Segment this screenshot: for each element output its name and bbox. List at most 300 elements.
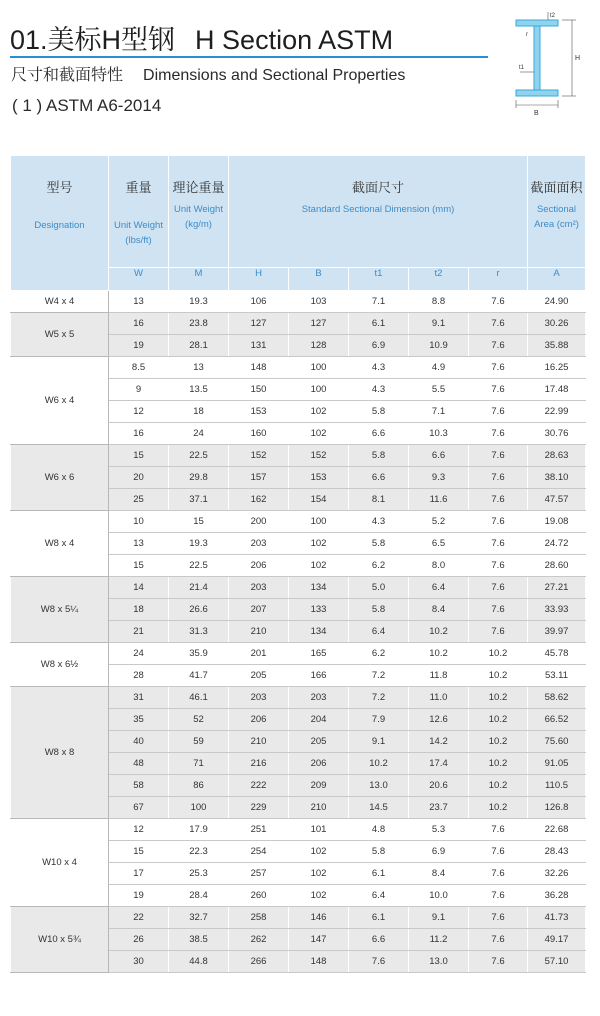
- value-cell: 53.11: [528, 665, 586, 687]
- designation-cell: W6 x 6: [11, 445, 109, 511]
- value-cell: 216: [229, 753, 289, 775]
- value-cell: 203: [229, 687, 289, 709]
- value-cell: 35.88: [528, 335, 586, 357]
- value-cell: 8.0: [409, 555, 469, 577]
- value-cell: 126.8: [528, 797, 586, 819]
- value-cell: 8.4: [409, 599, 469, 621]
- value-cell: 32.26: [528, 863, 586, 885]
- value-cell: 7.6: [469, 467, 528, 489]
- value-cell: 24.72: [528, 533, 586, 555]
- value-cell: 5.8: [349, 401, 409, 423]
- value-cell: 5.0: [349, 577, 409, 599]
- value-cell: 6.6: [349, 423, 409, 445]
- value-cell: 131: [229, 335, 289, 357]
- designation-cell: W5 x 5: [11, 313, 109, 357]
- value-cell: 102: [289, 885, 349, 907]
- value-cell: 10: [109, 511, 169, 533]
- value-cell: 9.1: [349, 731, 409, 753]
- value-cell: 22.68: [528, 819, 586, 841]
- value-cell: 205: [229, 665, 289, 687]
- value-cell: 10.2: [469, 753, 528, 775]
- value-cell: 8.4: [409, 863, 469, 885]
- value-cell: 200: [229, 511, 289, 533]
- value-cell: 52: [169, 709, 229, 731]
- value-cell: 7.6: [469, 445, 528, 467]
- value-cell: 22.5: [169, 445, 229, 467]
- value-cell: 6.1: [349, 313, 409, 335]
- value-cell: 9.3: [409, 467, 469, 489]
- value-cell: 8.1: [349, 489, 409, 511]
- value-cell: 5.8: [349, 445, 409, 467]
- value-cell: 67: [109, 797, 169, 819]
- value-cell: 7.6: [469, 885, 528, 907]
- table-row: [11, 577, 586, 599]
- page-title: [10, 18, 393, 57]
- col-unit-weight-header: [109, 156, 169, 268]
- value-cell: 6.6: [409, 445, 469, 467]
- value-cell: 28.1: [169, 335, 229, 357]
- value-cell: 11.6: [409, 489, 469, 511]
- value-cell: 7.6: [469, 863, 528, 885]
- value-cell: 7.6: [469, 335, 528, 357]
- symbol-cell: r: [469, 268, 528, 291]
- table-row: [11, 445, 586, 467]
- value-cell: 6.1: [349, 907, 409, 929]
- value-cell: 201: [229, 643, 289, 665]
- value-cell: 10.2: [469, 709, 528, 731]
- symbol-cell: t1: [349, 268, 409, 291]
- value-cell: 10.9: [409, 335, 469, 357]
- value-cell: 7.6: [349, 951, 409, 973]
- value-cell: 102: [289, 533, 349, 555]
- value-cell: 10.2: [469, 643, 528, 665]
- value-cell: 27.21: [528, 577, 586, 599]
- value-cell: 148: [229, 357, 289, 379]
- value-cell: 6.4: [349, 885, 409, 907]
- value-cell: 5.8: [349, 599, 409, 621]
- value-cell: 5.8: [349, 841, 409, 863]
- value-cell: 44.8: [169, 951, 229, 973]
- designation-cell: W8 x 4: [11, 511, 109, 577]
- value-cell: 7.6: [469, 841, 528, 863]
- value-cell: 21.4: [169, 577, 229, 599]
- value-cell: 7.6: [469, 621, 528, 643]
- value-cell: 18: [169, 401, 229, 423]
- area-en: Sectional Area (cm²): [534, 204, 579, 230]
- value-cell: 10.2: [469, 687, 528, 709]
- value-cell: 28: [109, 665, 169, 687]
- value-cell: 102: [289, 841, 349, 863]
- value-cell: 7.2: [349, 665, 409, 687]
- value-cell: 57.10: [528, 951, 586, 973]
- value-cell: 7.6: [469, 599, 528, 621]
- value-cell: 206: [229, 555, 289, 577]
- value-cell: 6.4: [349, 621, 409, 643]
- value-cell: 6.6: [349, 467, 409, 489]
- value-cell: 150: [229, 379, 289, 401]
- value-cell: 7.1: [409, 401, 469, 423]
- header-row: [11, 156, 586, 268]
- area-zh: 截面面积: [530, 180, 583, 195]
- value-cell: 26.6: [169, 599, 229, 621]
- value-cell: 17.9: [169, 819, 229, 841]
- designation-cell: W4 x 4: [11, 291, 109, 313]
- value-cell: 102: [289, 863, 349, 885]
- value-cell: 8.5: [109, 357, 169, 379]
- value-cell: 148: [289, 951, 349, 973]
- value-cell: 35: [109, 709, 169, 731]
- designation-cell: W8 x 8: [11, 687, 109, 819]
- symbol-cell: A: [528, 268, 586, 291]
- value-cell: 15: [169, 511, 229, 533]
- value-cell: 5.3: [409, 819, 469, 841]
- value-cell: 6.5: [409, 533, 469, 555]
- value-cell: 153: [289, 467, 349, 489]
- value-cell: 47.57: [528, 489, 586, 511]
- value-cell: 66.52: [528, 709, 586, 731]
- theory-weight-en: Unit Weight (kg/m): [174, 204, 223, 230]
- value-cell: 31.3: [169, 621, 229, 643]
- value-cell: 12: [109, 401, 169, 423]
- value-cell: 24: [169, 423, 229, 445]
- value-cell: 13.0: [409, 951, 469, 973]
- designation-cell: W6 x 4: [11, 357, 109, 445]
- table-row: [11, 357, 586, 379]
- value-cell: 20: [109, 467, 169, 489]
- value-cell: 41.7: [169, 665, 229, 687]
- value-cell: 4.8: [349, 819, 409, 841]
- value-cell: 257: [229, 863, 289, 885]
- value-cell: 101: [289, 819, 349, 841]
- value-cell: 14.2: [409, 731, 469, 753]
- value-cell: 28.43: [528, 841, 586, 863]
- diagram-label-b: B: [534, 110, 539, 117]
- table-row: [11, 313, 586, 335]
- dimension-en: Standard Sectional Dimension (mm): [301, 204, 455, 215]
- value-cell: 39.97: [528, 621, 586, 643]
- value-cell: 147: [289, 929, 349, 951]
- value-cell: 4.9: [409, 357, 469, 379]
- value-cell: 152: [229, 445, 289, 467]
- value-cell: 11.0: [409, 687, 469, 709]
- diagram-label-h: H: [575, 55, 581, 62]
- value-cell: 133: [289, 599, 349, 621]
- value-cell: 13.0: [349, 775, 409, 797]
- value-cell: 9: [109, 379, 169, 401]
- title-zh: 01.美标H型钢: [10, 25, 176, 55]
- designation-zh: 型号: [46, 180, 73, 195]
- title-divider: [10, 56, 488, 58]
- value-cell: 58.62: [528, 687, 586, 709]
- value-cell: 22: [109, 907, 169, 929]
- value-cell: 110.5: [528, 775, 586, 797]
- value-cell: 157: [229, 467, 289, 489]
- symbol-cell: M: [169, 268, 229, 291]
- value-cell: 128: [289, 335, 349, 357]
- value-cell: 206: [229, 709, 289, 731]
- value-cell: 152: [289, 445, 349, 467]
- value-cell: 15: [109, 445, 169, 467]
- table-row: [11, 819, 586, 841]
- value-cell: 23.8: [169, 313, 229, 335]
- value-cell: 9.1: [409, 313, 469, 335]
- value-cell: 10.0: [409, 885, 469, 907]
- value-cell: 17.48: [528, 379, 586, 401]
- value-cell: 28.63: [528, 445, 586, 467]
- value-cell: 134: [289, 621, 349, 643]
- value-cell: 154: [289, 489, 349, 511]
- value-cell: 6.4: [409, 577, 469, 599]
- value-cell: 5.8: [349, 533, 409, 555]
- value-cell: 166: [289, 665, 349, 687]
- value-cell: 7.6: [469, 533, 528, 555]
- value-cell: 14.5: [349, 797, 409, 819]
- value-cell: 8.8: [409, 291, 469, 313]
- value-cell: 40: [109, 731, 169, 753]
- value-cell: 16: [109, 423, 169, 445]
- value-cell: 7.6: [469, 951, 528, 973]
- value-cell: 17: [109, 863, 169, 885]
- value-cell: 19.08: [528, 511, 586, 533]
- value-cell: 22.3: [169, 841, 229, 863]
- value-cell: 10.2: [469, 665, 528, 687]
- designation-cell: W8 x 6½: [11, 643, 109, 687]
- value-cell: 206: [289, 753, 349, 775]
- h-section-diagram: [506, 8, 592, 120]
- value-cell: 46.1: [169, 687, 229, 709]
- value-cell: 22.99: [528, 401, 586, 423]
- value-cell: 127: [229, 313, 289, 335]
- value-cell: 203: [289, 687, 349, 709]
- value-cell: 222: [229, 775, 289, 797]
- value-cell: 7.6: [469, 907, 528, 929]
- value-cell: 13: [109, 291, 169, 313]
- value-cell: 102: [289, 555, 349, 577]
- value-cell: 10.2: [469, 775, 528, 797]
- value-cell: 25.3: [169, 863, 229, 885]
- value-cell: 9.1: [409, 907, 469, 929]
- value-cell: 32.7: [169, 907, 229, 929]
- dimensions-table: [10, 155, 586, 973]
- value-cell: 6.9: [409, 841, 469, 863]
- value-cell: 35.9: [169, 643, 229, 665]
- value-cell: 251: [229, 819, 289, 841]
- value-cell: 260: [229, 885, 289, 907]
- value-cell: 12: [109, 819, 169, 841]
- value-cell: 13: [109, 533, 169, 555]
- col-designation-header: [11, 156, 109, 291]
- value-cell: 38.10: [528, 467, 586, 489]
- value-cell: 5.2: [409, 511, 469, 533]
- value-cell: 86: [169, 775, 229, 797]
- value-cell: 6.6: [349, 929, 409, 951]
- value-cell: 7.6: [469, 489, 528, 511]
- value-cell: 7.6: [469, 577, 528, 599]
- col-theory-weight-header: [169, 156, 229, 268]
- value-cell: 59: [169, 731, 229, 753]
- value-cell: 7.2: [349, 687, 409, 709]
- value-cell: 28.60: [528, 555, 586, 577]
- diagram-label-r: r: [526, 32, 528, 38]
- value-cell: 100: [169, 797, 229, 819]
- value-cell: 7.6: [469, 379, 528, 401]
- table-body: [11, 291, 586, 973]
- value-cell: 37.1: [169, 489, 229, 511]
- value-cell: 209: [289, 775, 349, 797]
- value-cell: 30.76: [528, 423, 586, 445]
- value-cell: 36.28: [528, 885, 586, 907]
- value-cell: 16: [109, 313, 169, 335]
- value-cell: 16.25: [528, 357, 586, 379]
- value-cell: 19.3: [169, 291, 229, 313]
- value-cell: 10.2: [349, 753, 409, 775]
- value-cell: 102: [289, 423, 349, 445]
- value-cell: 7.6: [469, 291, 528, 313]
- value-cell: 7.6: [469, 819, 528, 841]
- symbol-cell: H: [229, 268, 289, 291]
- value-cell: 91.05: [528, 753, 586, 775]
- value-cell: 4.3: [349, 357, 409, 379]
- value-cell: 58: [109, 775, 169, 797]
- value-cell: 153: [229, 401, 289, 423]
- value-cell: 106: [229, 291, 289, 313]
- value-cell: 100: [289, 511, 349, 533]
- value-cell: 262: [229, 929, 289, 951]
- value-cell: 30.26: [528, 313, 586, 335]
- value-cell: 7.6: [469, 357, 528, 379]
- value-cell: 18: [109, 599, 169, 621]
- value-cell: 10.2: [469, 731, 528, 753]
- value-cell: 254: [229, 841, 289, 863]
- value-cell: 49.17: [528, 929, 586, 951]
- subtitle-en: Dimensions and Sectional Properties: [143, 67, 406, 84]
- value-cell: 7.6: [469, 555, 528, 577]
- value-cell: 45.78: [528, 643, 586, 665]
- value-cell: 7.6: [469, 401, 528, 423]
- value-cell: 19.3: [169, 533, 229, 555]
- value-cell: 210: [229, 621, 289, 643]
- table-row: [11, 511, 586, 533]
- page-subtitle: [11, 62, 405, 85]
- value-cell: 28.4: [169, 885, 229, 907]
- value-cell: 127: [289, 313, 349, 335]
- value-cell: 38.5: [169, 929, 229, 951]
- value-cell: 203: [229, 533, 289, 555]
- value-cell: 11.8: [409, 665, 469, 687]
- value-cell: 19: [109, 885, 169, 907]
- unit-weight-en: Unit Weight (lbs/ft): [114, 220, 163, 246]
- value-cell: 20.6: [409, 775, 469, 797]
- value-cell: 160: [229, 423, 289, 445]
- table-row: [11, 643, 586, 665]
- value-cell: 7.9: [349, 709, 409, 731]
- value-cell: 48: [109, 753, 169, 775]
- value-cell: 15: [109, 555, 169, 577]
- title-en: H Section ASTM: [195, 25, 394, 55]
- value-cell: 7.6: [469, 313, 528, 335]
- value-cell: 102: [289, 401, 349, 423]
- symbol-cell: B: [289, 268, 349, 291]
- value-cell: 19: [109, 335, 169, 357]
- value-cell: 24: [109, 643, 169, 665]
- col-area-header: [528, 156, 586, 268]
- value-cell: 22.5: [169, 555, 229, 577]
- value-cell: 7.6: [469, 423, 528, 445]
- value-cell: 10.2: [469, 797, 528, 819]
- unit-weight-zh: 重量: [125, 180, 152, 195]
- value-cell: 25: [109, 489, 169, 511]
- value-cell: 134: [289, 577, 349, 599]
- value-cell: 24.90: [528, 291, 586, 313]
- designation-cell: W8 x 5¼: [11, 577, 109, 643]
- value-cell: 100: [289, 379, 349, 401]
- value-cell: 204: [289, 709, 349, 731]
- value-cell: 31: [109, 687, 169, 709]
- value-cell: 12.6: [409, 709, 469, 731]
- value-cell: 6.9: [349, 335, 409, 357]
- value-cell: 203: [229, 577, 289, 599]
- value-cell: 13.5: [169, 379, 229, 401]
- value-cell: 266: [229, 951, 289, 973]
- value-cell: 258: [229, 907, 289, 929]
- value-cell: 15: [109, 841, 169, 863]
- value-cell: 165: [289, 643, 349, 665]
- value-cell: 10.2: [409, 621, 469, 643]
- value-cell: 7.6: [469, 511, 528, 533]
- table-row: [11, 687, 586, 709]
- table-row: [11, 291, 586, 313]
- value-cell: 100: [289, 357, 349, 379]
- value-cell: 162: [229, 489, 289, 511]
- diagram-label-t2: t2: [550, 13, 556, 19]
- value-cell: 210: [229, 731, 289, 753]
- value-cell: 10.3: [409, 423, 469, 445]
- dimension-zh: 截面尺寸: [351, 180, 404, 195]
- value-cell: 7.6: [469, 929, 528, 951]
- standard-label: ( 1 ) ASTM A6-2014: [12, 96, 162, 115]
- value-cell: 10.2: [409, 643, 469, 665]
- value-cell: 146: [289, 907, 349, 929]
- col-dimension-header: [229, 156, 528, 268]
- value-cell: 21: [109, 621, 169, 643]
- value-cell: 71: [169, 753, 229, 775]
- designation-cell: W10 x 4: [11, 819, 109, 907]
- value-cell: 14: [109, 577, 169, 599]
- value-cell: 11.2: [409, 929, 469, 951]
- value-cell: 207: [229, 599, 289, 621]
- value-cell: 4.3: [349, 511, 409, 533]
- theory-weight-zh: 理论重量: [172, 180, 225, 195]
- designation-cell: W10 x 5¾: [11, 907, 109, 973]
- value-cell: 33.93: [528, 599, 586, 621]
- subtitle-zh: 尺寸和截面特性: [11, 67, 124, 84]
- value-cell: 17.4: [409, 753, 469, 775]
- value-cell: 29.8: [169, 467, 229, 489]
- value-cell: 13: [169, 357, 229, 379]
- value-cell: 7.1: [349, 291, 409, 313]
- value-cell: 103: [289, 291, 349, 313]
- table-row: [11, 907, 586, 929]
- value-cell: 6.1: [349, 863, 409, 885]
- value-cell: 41.73: [528, 907, 586, 929]
- value-cell: 229: [229, 797, 289, 819]
- symbol-cell: W: [109, 268, 169, 291]
- designation-en: Designation: [34, 220, 85, 231]
- value-cell: 4.3: [349, 379, 409, 401]
- value-cell: 26: [109, 929, 169, 951]
- value-cell: 5.5: [409, 379, 469, 401]
- value-cell: 23.7: [409, 797, 469, 819]
